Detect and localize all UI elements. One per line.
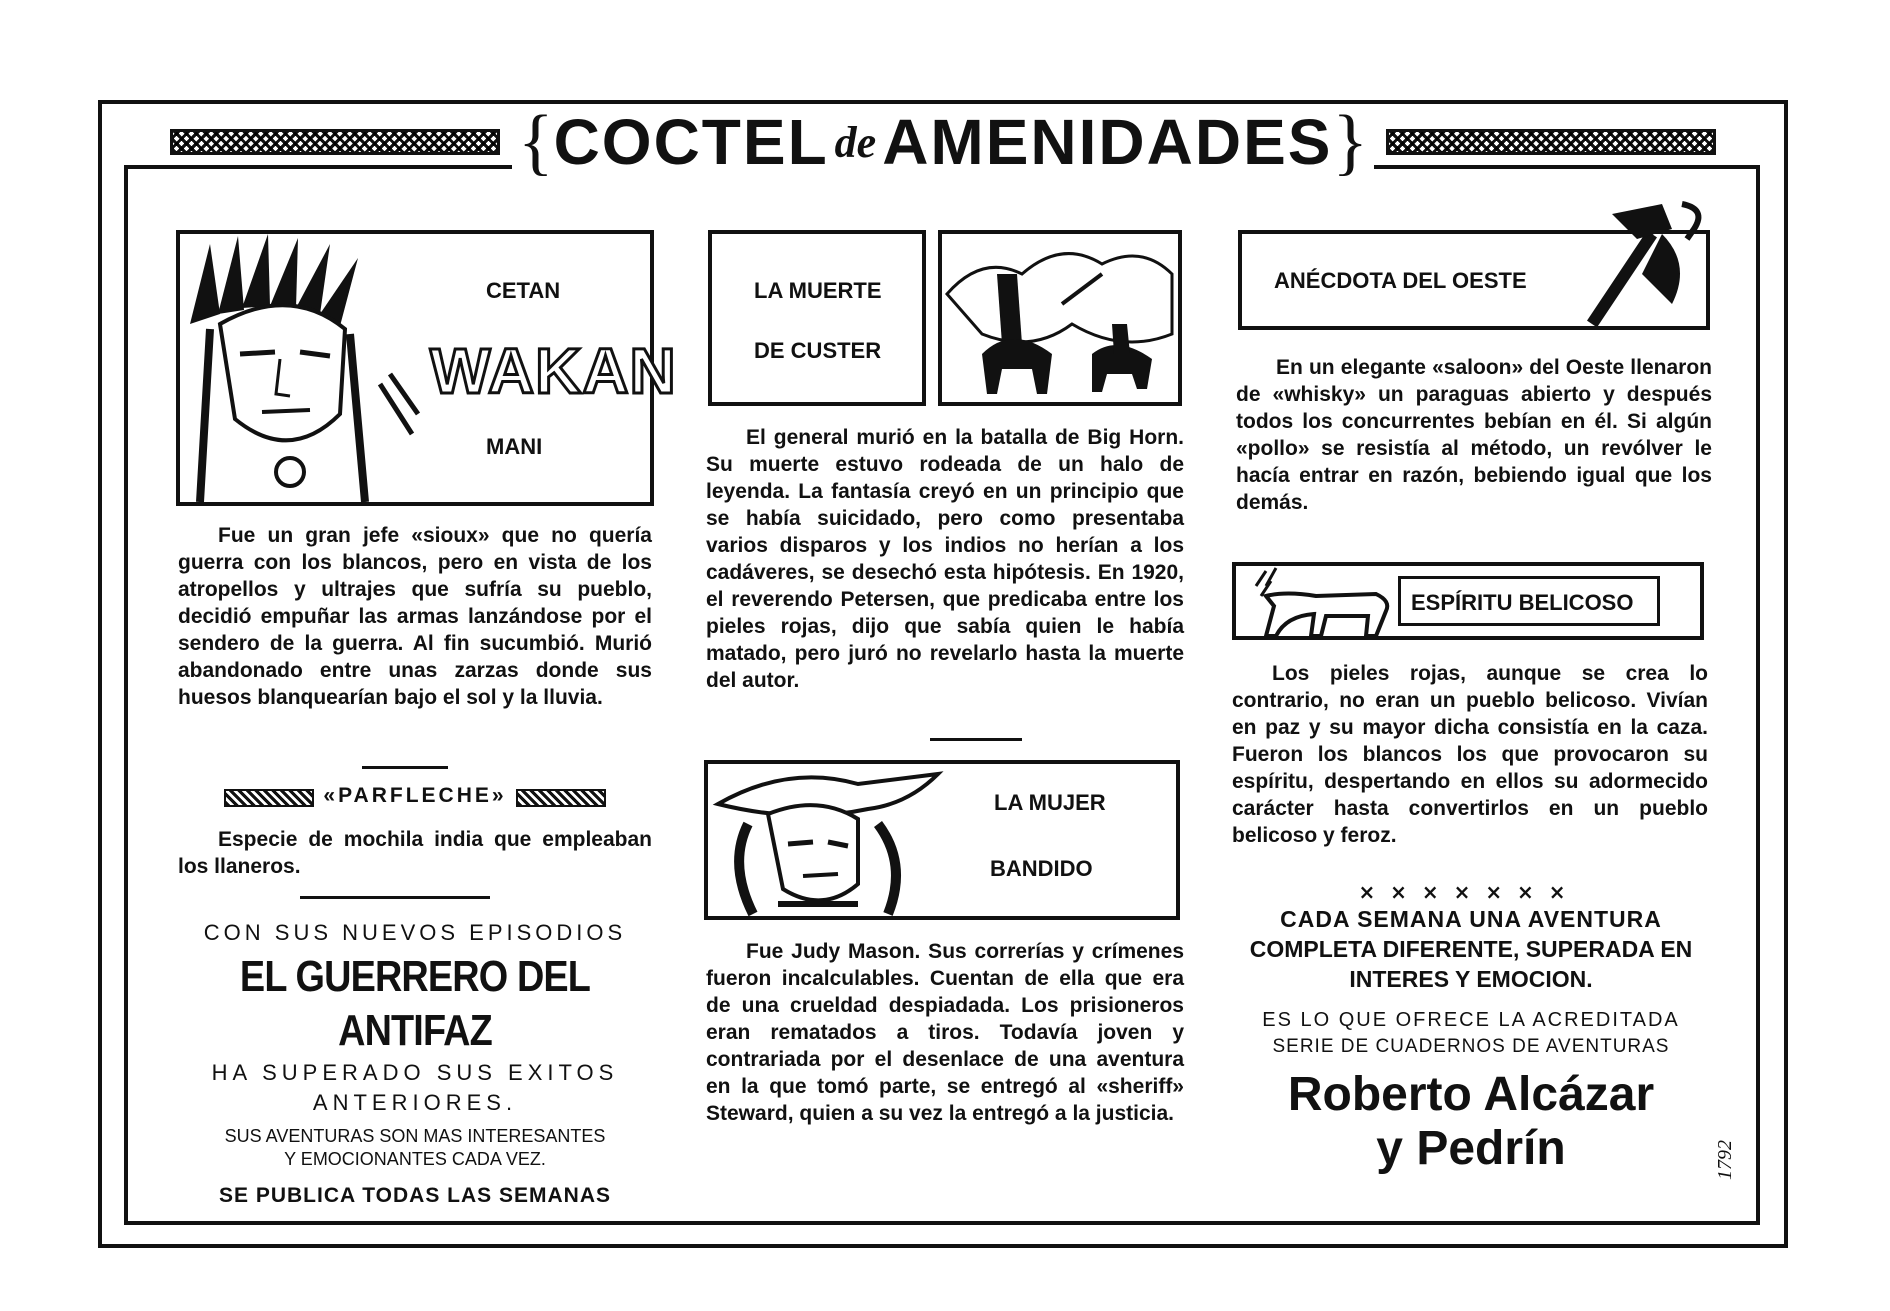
parfleche-text: Especie de mochila india que empleaban los llaneros.	[178, 828, 652, 878]
roberto-line2: COMPLETA DIFERENTE, SUPERADA EN	[1249, 936, 1693, 962]
page-number: 1792	[1714, 1140, 1736, 1180]
title-brace-left: {	[518, 101, 554, 183]
espiritu-text: Los pieles rojas, aunque se crea lo contrario, no eran un pueblo belicoso. Vivían en paz y su mayor dicha consistía en la caza. Fueron los blancos los que provocaron su espíritu, despertando en ellos su adormecido carácter hasta convertirlos en un pueblo belicoso y feroz.	[1232, 662, 1708, 847]
roberto-promo	[1226, 906, 1716, 1176]
wakan-text: Fue un gran jefe «sioux» que no quería guerra con los blancos, pero en vista de los atropellos y ultrajes que sufría su pueblo, decidió empuñar las armas lanzándose por el sendero de la guerra. Al fin sucumbió. Murió abandonado entre unas zarzas donde sus huesos blanquearían bajo el sol y la lluvia.	[178, 524, 652, 709]
roberto-line5: SERIE DE CUADERNOS DE AVENTURAS	[1272, 1036, 1670, 1057]
deer-illustration	[1236, 566, 1396, 636]
custer-label-1: LA MUERTE	[754, 278, 882, 303]
guerrero-line6: SE PUBLICA TODAS LAS SEMANAS	[218, 1184, 612, 1207]
parfleche-title: «PARFLECHE»	[323, 784, 507, 807]
page-title	[512, 101, 1374, 183]
espiritu-label-box	[1398, 576, 1660, 626]
parfleche-definition	[178, 826, 652, 880]
custer-battle-illustration	[942, 234, 1178, 402]
guerrero-line4: SUS AVENTURAS SON MAS INTERESANTES	[224, 1126, 606, 1146]
title-word-de: de	[834, 117, 877, 167]
title-bar	[110, 100, 1776, 184]
mujer-bandido-illustration	[708, 764, 948, 916]
roberto-line1: CADA SEMANA UNA AVENTURA	[1280, 906, 1662, 932]
roberto-line4: ES LO QUE OFRECE LA ACREDITADA	[1262, 1009, 1680, 1031]
espiritu-header-box	[1232, 562, 1704, 640]
mujer-text: Fue Judy Mason. Sus correrías y crímenes fueron incalculables. Cuentan de ella que era de una crueldad despiadada. Los prisioneros eran rematados a tiros. Todavía joven y contrariada por el desenlace de una aventura en la que tomó parte, se entregó al «sheriff» Steward, quien a su vez la entregó a la justicia.	[706, 940, 1184, 1125]
custer-label-2: DE CUSTER	[754, 338, 882, 363]
anecdota-text: En un elegante «saloon» del Oeste llenaron de «whisky» un paraguas abierto y después todos los concurrentes bebían en él. Si algún «pollo» se resistía al método, un revólver le hacía entrar en razón, bebiendo igual que los demás.	[1236, 356, 1712, 514]
guerrero-line5: Y EMOCIONANTES CADA VEZ.	[284, 1149, 546, 1169]
divider-parfleche	[300, 896, 490, 899]
guerrero-headline: EL GUERRERO DEL ANTIFAZ	[239, 952, 591, 1055]
umbrella-revolver-icon	[1582, 194, 1712, 334]
guerrero-line3: ANTERIORES.	[312, 1090, 518, 1115]
espiritu-article	[1232, 660, 1708, 849]
title-word-right: AMENIDADES	[882, 106, 1333, 178]
custer-label-box	[708, 230, 926, 406]
guerrero-promo	[168, 920, 662, 1208]
separator-crosses: × × × × × × ×	[1358, 880, 1570, 904]
parfleche-decoration-left	[224, 789, 314, 807]
parfleche-decoration-right	[516, 789, 606, 807]
mujer-label-1: LA MUJER	[994, 790, 1106, 815]
wakan-header-top: CETAN	[486, 278, 561, 303]
guerrero-line2: HA SUPERADO SUS EXITOS	[211, 1060, 619, 1085]
title-decoration-left	[170, 129, 500, 155]
wakan-header-name: WAKAN	[430, 335, 677, 407]
mujer-label-2: BANDIDO	[990, 856, 1093, 881]
custer-illustration-box	[938, 230, 1182, 406]
custer-text: El general murió en la batalla de Big Horn. Su muerte estuvo rodeada de un halo de leyenda. La fantasía creyó en un principio que se había suicidado, pero como presentaba varios disparos y los indios no herían a los cadáveres, se desechó esta hipótesis. En 1920, el reverendo Petersen, que predicaba entre los pieles rojas, dijo que sabía quien le había matado, pero juró no revelarlo hasta la muerte del autor.	[706, 426, 1184, 692]
roberto-headline2: y Pedrín	[1376, 1122, 1566, 1175]
custer-article	[706, 424, 1184, 694]
wakan-header-bottom: MANI	[486, 434, 543, 459]
divider-wakan	[362, 766, 448, 769]
title-decoration-right	[1386, 129, 1716, 155]
wakan-article	[178, 522, 652, 711]
espiritu-label: ESPÍRITU BELICOSO	[1411, 590, 1634, 615]
title-brace-right: }	[1332, 101, 1368, 183]
indian-chief-illustration	[180, 234, 420, 502]
roberto-headline1: Roberto Alcázar	[1287, 1068, 1655, 1121]
anecdota-header-box	[1238, 230, 1710, 330]
wakan-header-box	[176, 230, 677, 506]
roberto-line3: INTERES Y EMOCION.	[1349, 966, 1593, 992]
mujer-article	[706, 938, 1184, 1127]
anecdota-label: ANÉCDOTA DEL OESTE	[1274, 268, 1527, 293]
anecdota-article	[1236, 354, 1712, 516]
guerrero-line1: CON SUS NUEVOS EPISODIOS	[203, 920, 627, 945]
mujer-header-box	[704, 760, 1180, 920]
title-word-left: COCTEL	[553, 106, 829, 178]
parfleche-heading	[200, 784, 630, 808]
divider-custer	[930, 738, 1022, 741]
